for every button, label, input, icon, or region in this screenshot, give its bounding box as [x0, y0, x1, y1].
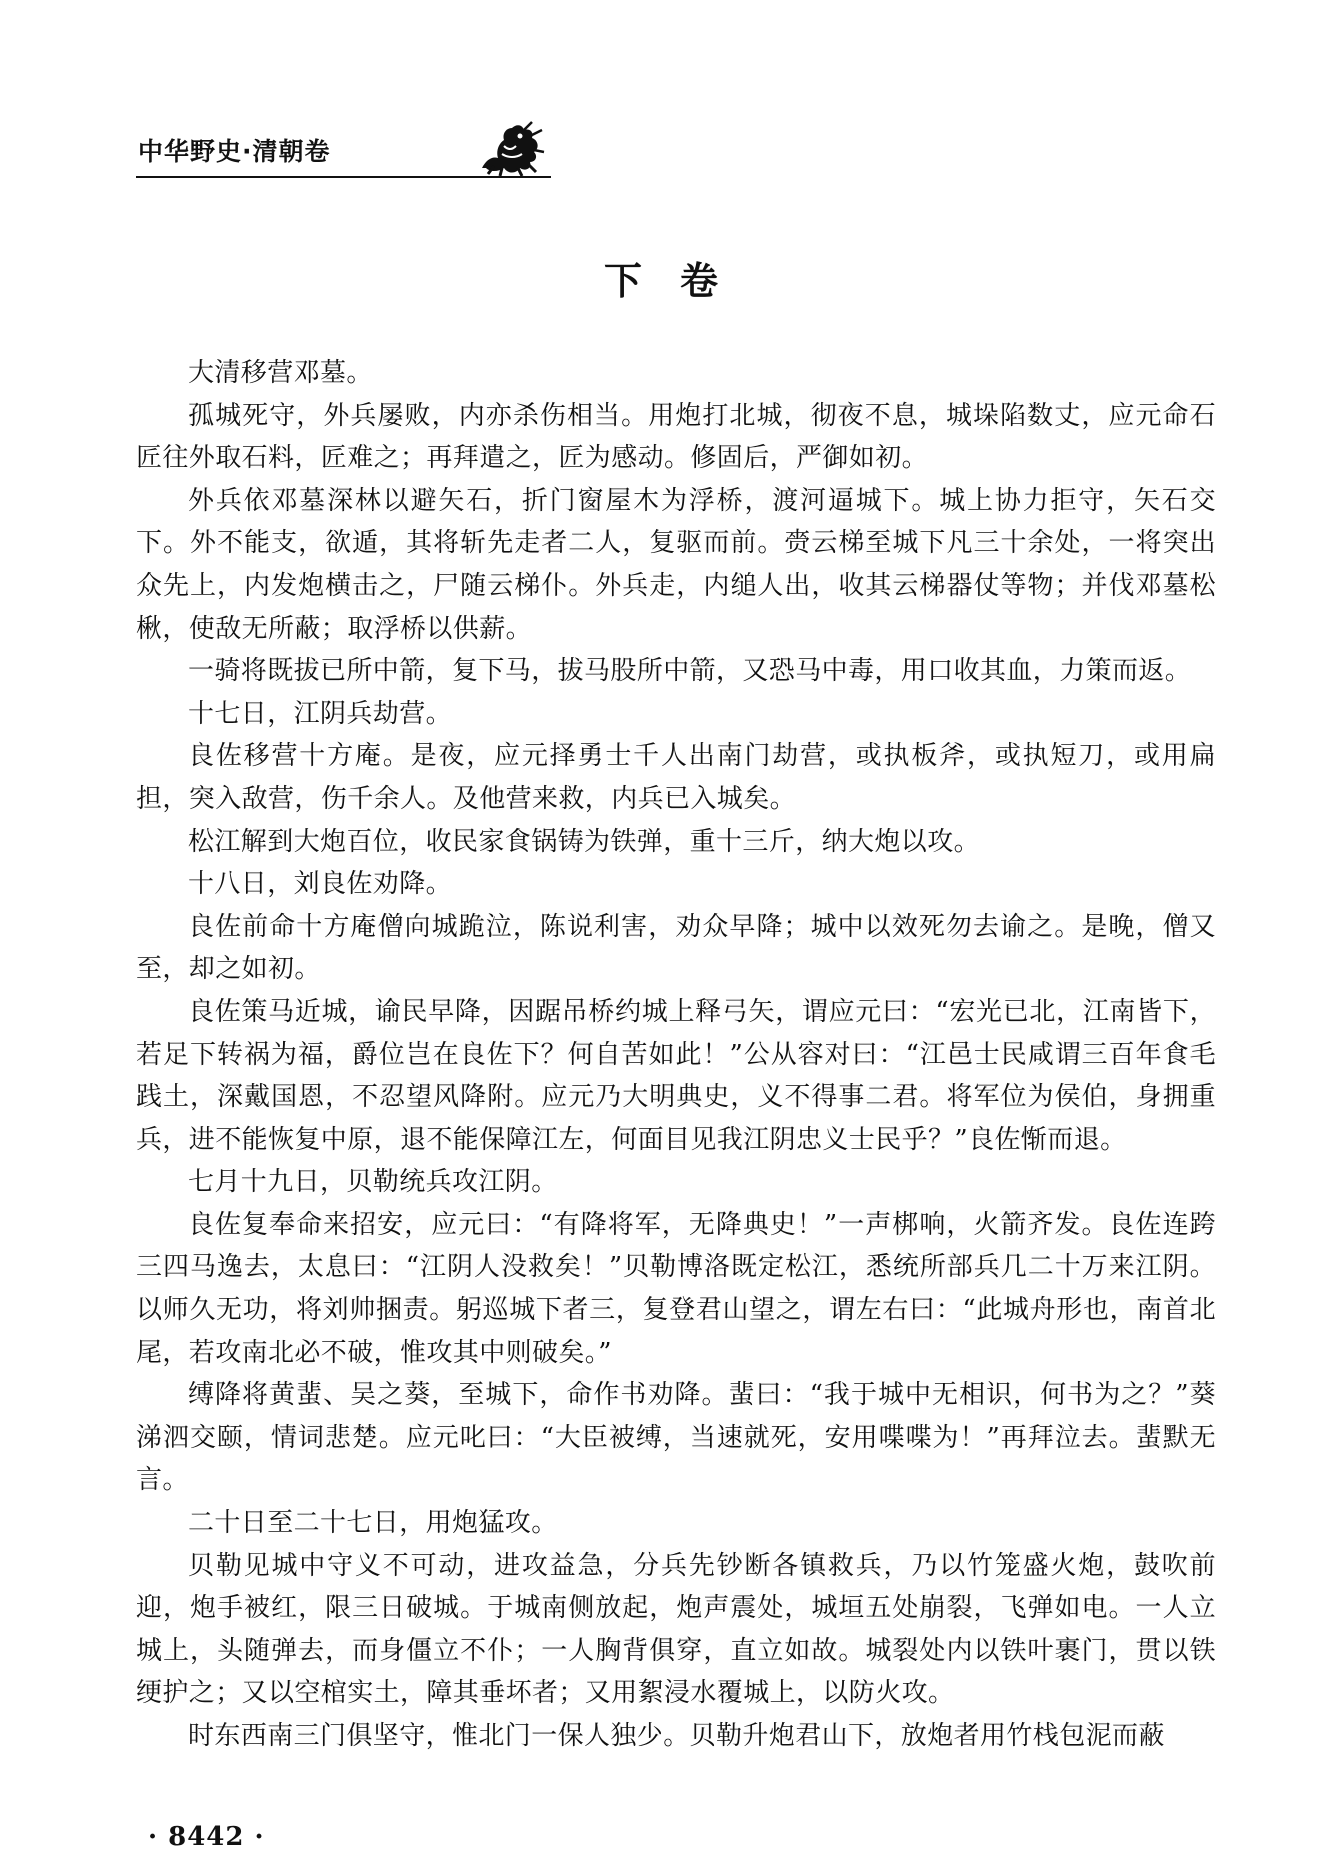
paragraph: 松江解到大炮百位，收民家食锅铸为铁弹，重十三斤，纳大炮以攻。 — [188, 826, 981, 857]
paragraph: 良佐前命十方庵僧向城跪泣，陈说利害，劝众早降；城中以效死勿去谕之。是晚，僧又至，却之如初。 — [136, 911, 1216, 985]
paragraph: 大清移营邓墓。 — [188, 358, 373, 388]
header-rule — [136, 176, 551, 178]
paragraph: 七月十九日，贝勒统兵攻江阴。 — [188, 1167, 558, 1198]
paragraph: 缚降将黄蜚、吴之葵，至城下，命作书劝降。蜚曰：“我于城中无相识，何书为之？”葵涕泗交颐，情词悲楚。应元叱曰：“大臣被缚，当速就死，安用喋喋为！”再拜泣去。蜚默无言。 — [136, 1380, 1216, 1496]
paragraph: 十七日，江阴兵劫营。 — [188, 698, 453, 729]
dragon-icon — [474, 120, 546, 176]
page-number: · 8442 · — [148, 1822, 265, 1852]
paragraph: 良佐复奉命来招安，应元曰：“有降将军，无降典史！”一声梆响，火箭齐发。良佐连跨三四马逸去，太息曰：“江阴人没救矣！”贝勒博洛既定松江，悉统所部兵几二十万来江阴。以师久无功，将刘帅捆责。躬巡城下者三，复登君山望之，谓左右曰：“此城舟形也，南首北尾，若攻南北必不破，惟攻其中则破矣。” — [136, 1209, 1216, 1368]
paragraph: 良佐移营十方庵。是夜，应元择勇士千人出南门劫营，或执板斧，或执短刀，或用扁担，突入敌营，伤千余人。及他营来救，内兵已入城矣。 — [136, 741, 1216, 814]
paragraph: 贝勒见城中守义不可动，进攻益急，分兵先钞断各镇救兵，乃以竹笼盛火炮，鼓吹前迎，炮手被红，限三日破城。于城南侧放起，炮声震处，城垣五处崩裂，飞弹如电。一人立城上，头随弹去，而身僵立不仆；一人胸背俱穿，直立如故。城裂处内以铁叶裹门，贯以铁绠护之；又以空棺实土，障其垂坏者；又用絮浸水覆城上，以防火攻。 — [136, 1550, 1216, 1709]
series-title: 中华野史·清朝卷 — [138, 137, 331, 166]
paragraph: 二十日至二十七日，用炮猛攻。 — [188, 1508, 558, 1539]
paragraph: 时东西南三门俱坚守，惟北门一保人独少。贝勒升炮君山下，放炮者用竹栈包泥而蔽 — [188, 1721, 1165, 1751]
body-text — [136, 352, 1216, 1758]
paragraph: 十八日，刘良佐劝降。 — [188, 869, 453, 900]
chapter-title: 下卷 — [603, 259, 756, 303]
paragraph: 外兵依邓墓深林以避矢石，折门窗屋木为浮桥，渡河逼城下。城上协力拒守，矢石交下。外不能支，欲遁，其将斩先走者二人，复驱而前。赍云梯至城下凡三十余处，一将突出众先上，内发炮横击之，尸随云梯仆。外兵走，内缒人出，收其云梯器仗等物；并伐邓墓松楸，使敌无所蔽；取浮桥以供薪。 — [136, 485, 1216, 644]
paragraph: 一骑将既拔已所中箭，复下马，拔马股所中箭，又恐马中毒，用口收其血，力策而返。 — [188, 656, 1192, 687]
paragraph: 孤城死守，外兵屡败，内亦杀伤相当。用炮打北城，彻夜不息，城垛陷数丈，应元命石匠往外取石料，匠难之；再拜遣之，匠为感动。修固后，严御如初。 — [136, 400, 1216, 474]
running-header — [136, 120, 551, 178]
paragraph: 良佐策马近城，谕民早降，因踞吊桥约城上释弓矢，谓应元曰：“宏光已北，江南皆下，若足下转祸为福，爵位岂在良佐下？何自苦如此！”公从容对曰：“江邑士民咸谓三百年食毛践土，深戴国恩，不忍望风降附。应元乃大明典史，义不得事二君。将军位为侯伯，身拥重兵，进不能恢复中原，退不能保障江左，何面目见我江阴忠义士民乎？”良佐惭而退。 — [136, 996, 1216, 1155]
